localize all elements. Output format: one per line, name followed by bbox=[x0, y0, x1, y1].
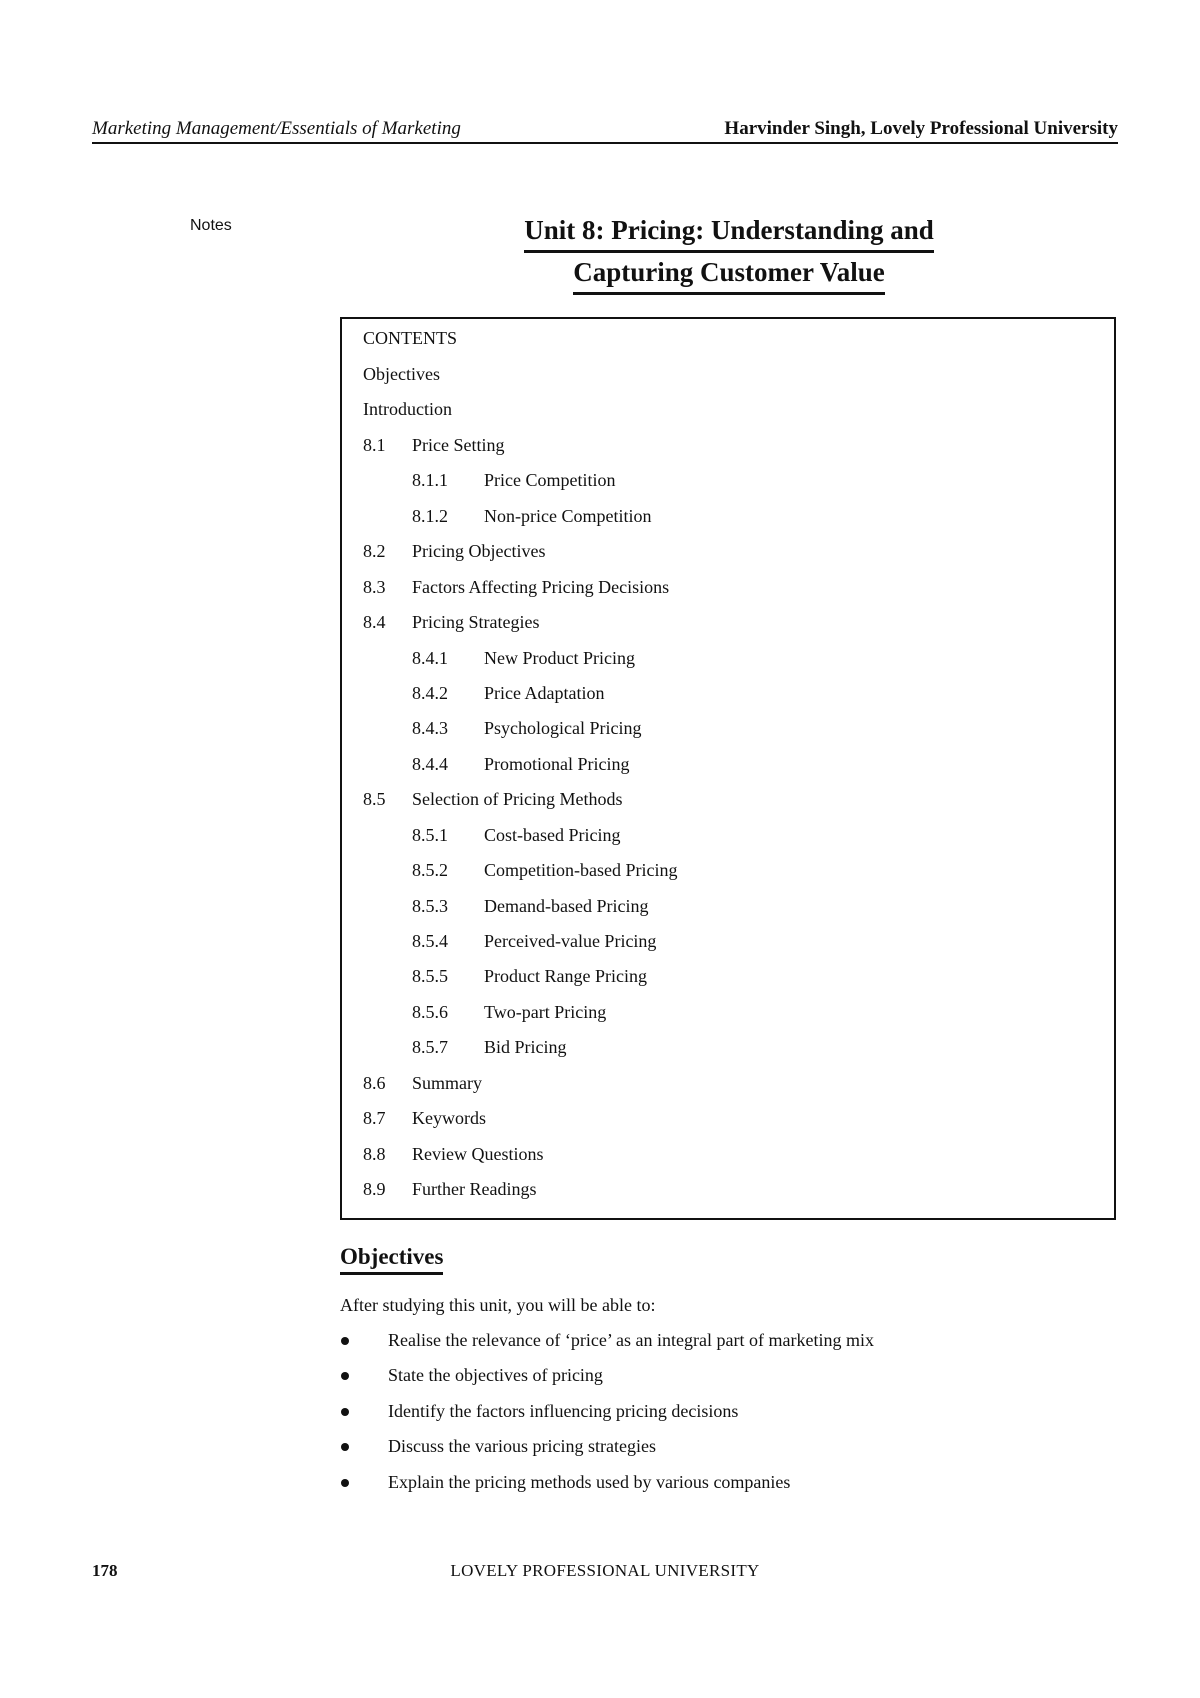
contents-item-number: 8.4 bbox=[363, 612, 386, 633]
contents-item bbox=[363, 575, 1103, 610]
contents-item bbox=[363, 716, 1103, 751]
contents-item-title: Product Range Pricing bbox=[484, 966, 647, 987]
header-author: Harvinder Singh, Lovely Professional University bbox=[724, 118, 1118, 139]
contents-item bbox=[363, 858, 1103, 893]
contents-item-number: 8.7 bbox=[363, 1108, 386, 1129]
contents-item bbox=[363, 646, 1103, 681]
contents-item-title: Objectives bbox=[363, 364, 440, 384]
bullet-icon bbox=[341, 1372, 349, 1380]
contents-item-number: 8.1 bbox=[363, 434, 386, 455]
contents-item-number: 8.5 bbox=[363, 789, 386, 810]
contents-item bbox=[363, 1000, 1103, 1035]
contents-item bbox=[363, 397, 1103, 432]
contents-item-title: Demand-based Pricing bbox=[484, 895, 649, 916]
objective-item bbox=[340, 1399, 1120, 1434]
contents-item-number: 8.9 bbox=[363, 1179, 386, 1200]
contents-item-title: Pricing Strategies bbox=[412, 612, 540, 633]
contents-item-title: Price Setting bbox=[412, 434, 505, 455]
contents-item-title: Pricing Objectives bbox=[412, 541, 546, 562]
objective-item bbox=[340, 1434, 1120, 1469]
bullet-icon bbox=[341, 1479, 349, 1487]
objective-item bbox=[340, 1470, 1120, 1505]
contents-item-title: Two-part Pricing bbox=[484, 1001, 607, 1022]
contents-item-title: Factors Affecting Pricing Decisions bbox=[412, 576, 670, 597]
contents-item bbox=[363, 1035, 1103, 1070]
unit-title-line-2: Capturing Customer Value bbox=[573, 253, 885, 295]
contents-item-number: 8.5.1 bbox=[412, 824, 448, 845]
contents-heading: CONTENTS bbox=[363, 328, 457, 348]
contents-item bbox=[363, 681, 1103, 716]
bullet-icon bbox=[341, 1408, 349, 1416]
contents-item-number: 8.4.4 bbox=[412, 753, 448, 774]
contents-item-number: 8.5.6 bbox=[412, 1001, 448, 1022]
contents-item-title: Non-price Competition bbox=[484, 505, 652, 526]
contents-item bbox=[363, 823, 1103, 858]
contents-item bbox=[363, 894, 1103, 929]
contents-item-number: 8.4.3 bbox=[412, 718, 448, 739]
contents-item bbox=[363, 1142, 1103, 1177]
contents-item bbox=[363, 1106, 1103, 1141]
contents-item-title: New Product Pricing bbox=[484, 647, 635, 668]
objective-item bbox=[340, 1328, 1120, 1363]
objective-text: Discuss the various pricing strategies bbox=[388, 1436, 656, 1457]
contents-item bbox=[363, 929, 1103, 964]
contents-item-title: Competition-based Pricing bbox=[484, 860, 678, 881]
objective-text: Identify the factors influencing pricing decisions bbox=[388, 1400, 739, 1421]
contents-item bbox=[363, 539, 1103, 574]
contents-item bbox=[363, 362, 1103, 397]
contents-item bbox=[363, 964, 1103, 999]
contents-item-number: 8.5.4 bbox=[412, 931, 448, 951]
contents-item-number: 8.5.7 bbox=[412, 1037, 448, 1058]
contents-item bbox=[363, 1177, 1103, 1212]
unit-title-line-1: Unit 8: Pricing: Understanding and bbox=[524, 211, 934, 253]
contents-item-title: Keywords bbox=[412, 1108, 486, 1129]
contents-item-number: 8.4.1 bbox=[412, 647, 448, 668]
contents-item-title: Further Readings bbox=[412, 1179, 537, 1200]
objective-text: State the objectives of pricing bbox=[388, 1365, 603, 1386]
contents-item bbox=[363, 610, 1103, 645]
margin-notes-label: Notes bbox=[190, 217, 232, 234]
contents-item-title: Bid Pricing bbox=[484, 1037, 567, 1058]
contents-item-number: 8.1.1 bbox=[412, 470, 448, 491]
contents-item-number: 8.2 bbox=[363, 541, 386, 562]
contents-item-title: Price Adaptation bbox=[484, 682, 605, 703]
bullet-icon bbox=[341, 1443, 349, 1451]
contents-item-number: 8.6 bbox=[363, 1072, 386, 1093]
contents-item bbox=[363, 1071, 1103, 1106]
contents-item-title: Price Competition bbox=[484, 470, 616, 491]
objectives-heading: Objectives bbox=[340, 1242, 443, 1275]
objective-text: Realise the relevance of ‘price’ as an integral part of marketing mix bbox=[388, 1330, 874, 1350]
contents-item-number: 8.4.2 bbox=[412, 682, 448, 703]
contents-item-title: Introduction bbox=[363, 399, 452, 420]
footer-university: LOVELY PROFESSIONAL UNIVERSITY bbox=[450, 1561, 760, 1580]
objective-item bbox=[340, 1363, 1120, 1398]
page-number: 178 bbox=[92, 1561, 118, 1580]
header-book-title: Marketing Management/Essentials of Marketing bbox=[92, 118, 461, 139]
running-header bbox=[92, 118, 1118, 144]
contents-item-title: Psychological Pricing bbox=[484, 718, 642, 739]
objective-text: Explain the pricing methods used by various companies bbox=[388, 1471, 791, 1492]
contents-item-title: Summary bbox=[412, 1072, 482, 1093]
contents-item bbox=[363, 433, 1103, 468]
objectives-list bbox=[340, 1328, 1120, 1505]
contents-item-title: Cost-based Pricing bbox=[484, 824, 621, 845]
contents-item-number: 8.8 bbox=[363, 1143, 386, 1164]
contents-item-number: 8.5.2 bbox=[412, 860, 448, 881]
objectives-intro: After studying this unit, you will be able to: bbox=[340, 1295, 656, 1315]
contents-item bbox=[363, 787, 1103, 822]
contents-item-title: Promotional Pricing bbox=[484, 753, 630, 774]
contents-item-title: Selection of Pricing Methods bbox=[412, 789, 623, 810]
unit-title bbox=[340, 211, 1118, 295]
contents-item-title: Perceived-value Pricing bbox=[484, 931, 657, 951]
contents-item-title: Review Questions bbox=[412, 1143, 544, 1164]
contents-list bbox=[363, 362, 1103, 1213]
contents-item-number: 8.5.5 bbox=[412, 966, 448, 987]
contents-item bbox=[363, 752, 1103, 787]
contents-item-number: 8.1.2 bbox=[412, 505, 448, 526]
contents-item bbox=[363, 468, 1103, 503]
bullet-icon bbox=[341, 1337, 349, 1345]
contents-item-number: 8.3 bbox=[363, 576, 386, 597]
contents-item bbox=[363, 504, 1103, 539]
contents-item-number: 8.5.3 bbox=[412, 895, 448, 916]
